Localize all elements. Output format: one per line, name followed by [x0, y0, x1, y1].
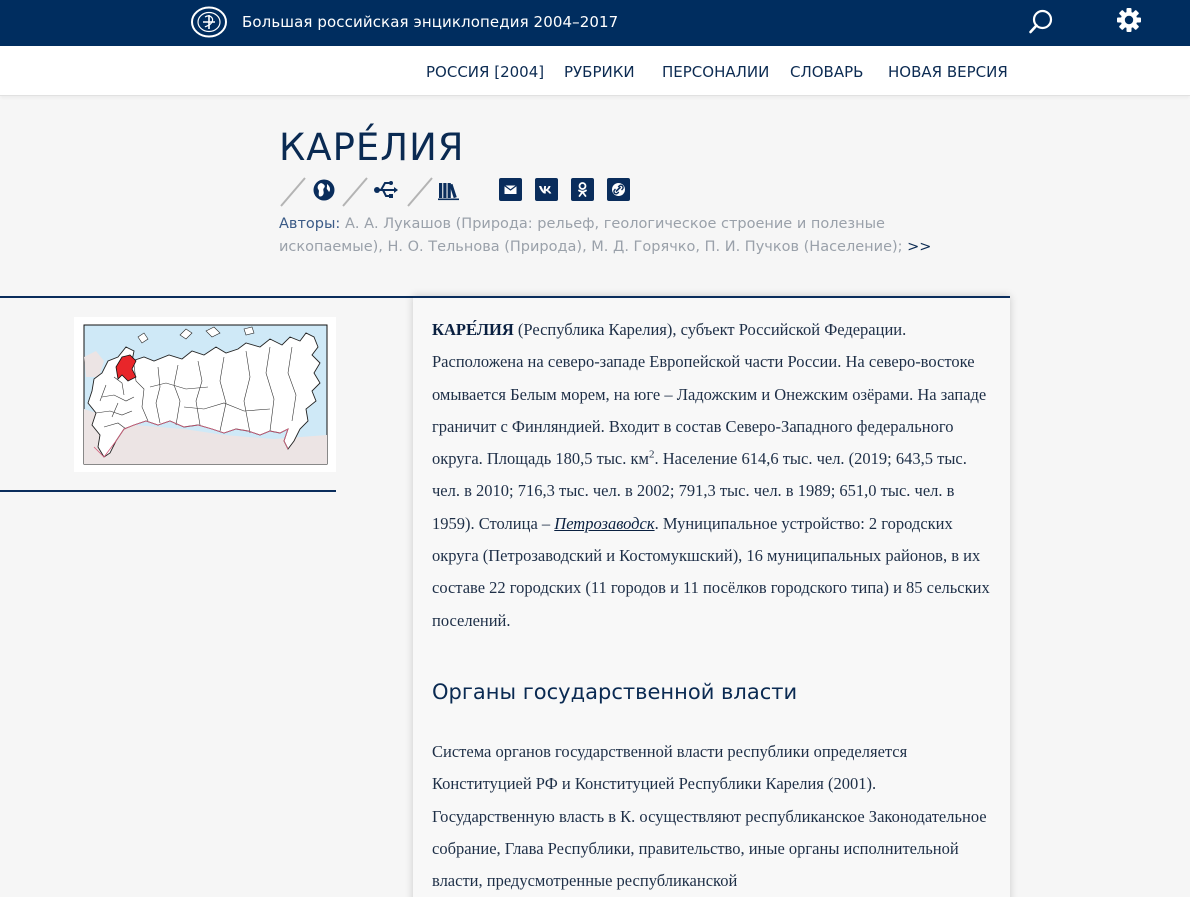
vk-share-button[interactable]	[535, 178, 558, 201]
books-icon[interactable]	[437, 178, 461, 202]
authors-more-link[interactable]: >>	[907, 239, 932, 255]
search-icon[interactable]	[1026, 7, 1056, 37]
nav-item-russia[interactable]: РОССИЯ [2004]	[426, 63, 545, 81]
site-title[interactable]: Большая российская энциклопедия 2004–2017	[242, 13, 619, 31]
nav-item-new-version[interactable]: НОВАЯ ВЕРСИЯ	[888, 63, 1008, 81]
usb-icon[interactable]	[373, 178, 399, 202]
globe-icon[interactable]	[312, 178, 336, 202]
divider	[0, 490, 336, 492]
link-icon	[607, 178, 630, 201]
authors	[279, 213, 979, 259]
mail-icon	[499, 178, 522, 201]
intro-text-1: (Республика Карелия), субъект Российской Федерации. Расположена на северо-западе Европейской части России. На северо-востоке омывается Белым морем, на юге – Ладожским и Онежским озёрами. На западе граничит с Финляндией. Входит в состав Северо-Западного федерального округа. Площадь 180,5 тыс. км	[432, 320, 987, 469]
divider	[0, 296, 413, 298]
link-share-button[interactable]	[607, 178, 630, 201]
section-title: Органы государственной власти	[432, 680, 798, 704]
nav-item-dictionary[interactable]: СЛОВАРЬ	[790, 63, 864, 81]
area-superscript: 2	[648, 448, 655, 461]
nav-item-rubrics[interactable]: РУБРИКИ	[564, 63, 635, 81]
main-nav	[0, 46, 1190, 96]
article-body	[413, 296, 1010, 897]
ok-icon	[571, 178, 594, 201]
gear-icon[interactable]	[1114, 5, 1144, 35]
intro-text-2: . Население 614,6 тыс. чел. (2019; 643,5 тыс. чел. в 2010; 716,3 тыс. чел. в 2002; 791,3 тыс. чел. в 1989; 651,0 тыс. чел. в 1959). Столица –	[432, 449, 967, 533]
authors-label: Авторы:	[279, 216, 341, 232]
vk-icon	[535, 178, 558, 201]
separator-slash	[341, 176, 369, 208]
russia-map-image	[74, 317, 336, 472]
intro-text-3: . Муниципальное устройство: 2 городских округа (Петрозаводский и Костомукшский), 16 муниципальных районов, в их составе 22 городских (11 городов и 11 посёлков городского типа) и 85 сельских поселений.	[432, 513, 990, 630]
top-bar	[0, 0, 1190, 46]
separator-slash	[279, 176, 307, 208]
article-toolbar	[279, 174, 679, 208]
region-map[interactable]	[74, 317, 336, 472]
page-title: КАРЕ́ЛИЯ	[279, 126, 465, 169]
article-term: КАРЕ́ЛИЯ	[432, 320, 514, 339]
nav-item-persons[interactable]: ПЕРСОНАЛИИ	[662, 63, 770, 81]
capital-link[interactable]: Петрозаводск	[554, 513, 655, 533]
ok-share-button[interactable]	[571, 178, 594, 201]
separator-slash	[406, 176, 434, 208]
section-paragraph: Система органов государственной власти республики определяется Конституцией РФ и Конституцией Республики Карелия (2001). Государственную власть в К. осуществляют республиканское Законодательное собрание, Глава Республики, правительство, иные органы исполнительной власти, предусмотренные республиканской	[432, 742, 987, 891]
logo-icon[interactable]	[190, 6, 228, 38]
article-intro	[432, 314, 992, 637]
mail-share-button[interactable]	[499, 178, 522, 201]
authors-list: А. А. Лукашов (Природа: рельеф, геологическое строение и полезные ископаемые), Н. О. Тельнова (Природа), М. Д. Горячко, П. И. Пучков (Население);	[279, 216, 903, 255]
